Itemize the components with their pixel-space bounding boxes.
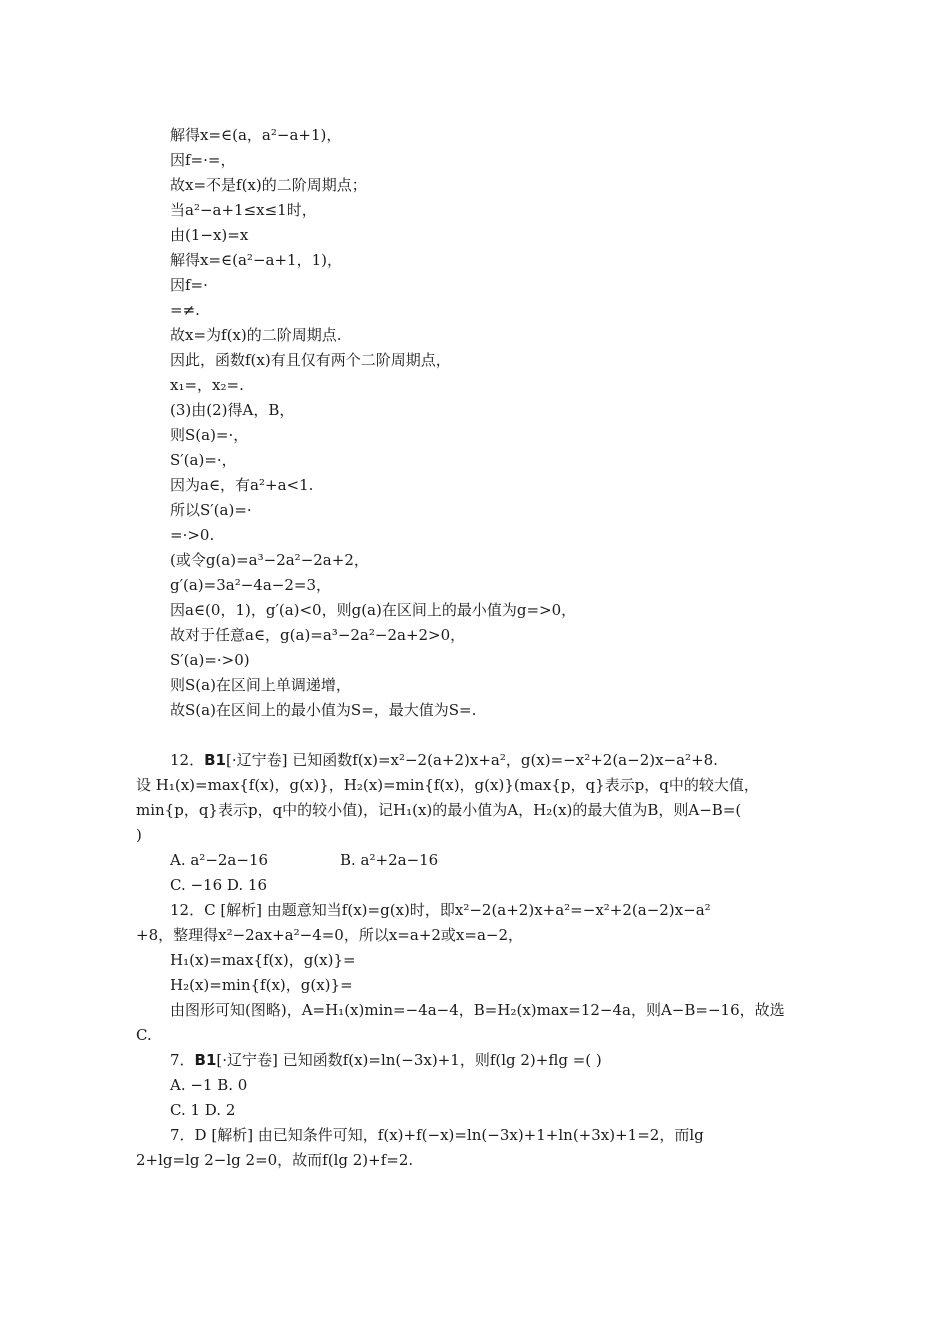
answer-line: 2+lg=lg 2−lg 2=0，故而f(lg 2)+f=2.: [136, 1151, 414, 1169]
solution-line: 所以S′(a)=·: [170, 501, 252, 519]
solution-line: 故对于任意a∈，g(a)=a³−2a²−2a+2>0，: [170, 626, 466, 644]
solution-line: g′(a)=3a²−4a−2=3，: [170, 576, 332, 594]
answer-line: 由图形可知(图略)，A=H₁(x)min=−4a−4，B=H₂(x)max=12−4a，则A−B=−16，故选: [170, 1001, 785, 1019]
answer-line: C.: [136, 1026, 152, 1044]
question-7-stem-line: [170, 1050, 602, 1070]
solution-line: S′(a)=·>0): [170, 651, 250, 669]
solution-line: =≠.: [170, 301, 200, 319]
answer-line: H₁(x)=max{f(x)，g(x)}=: [170, 951, 356, 969]
answer-line: H₂(x)=min{f(x)，g(x)}=: [170, 976, 353, 994]
answer-line: +8，整理得x²−2ax+a²−4=0，所以x=a+2或x=a−2，: [136, 926, 524, 944]
question-stem: 已知函数f(x)=ln(−3x)+1，则f(lg 2)+flg =( ): [282, 1051, 602, 1069]
question-12-stem-line: 设 H₁(x)=max{f(x)，g(x)}，H₂(x)=min{f(x)，g(x)}(max{p，q}表示p，q中的较大值，: [136, 776, 759, 794]
solution-line: 解得x=∈(a²−a+1，1)，: [170, 251, 342, 269]
solution-line: 故x=为f(x)的二阶周期点.: [170, 326, 342, 344]
question-12-stem-line: ): [136, 826, 142, 844]
solution-line: 因此，函数f(x)有且仅有两个二阶周期点，: [170, 351, 451, 369]
solution-line: (或令g(a)=a³−2a²−2a+2，: [170, 551, 369, 569]
solution-line: 因a∈(0，1)，g′(a)<0，则g(a)在区间上的最小值为g=>0，: [170, 601, 577, 619]
question-tag: B1: [204, 751, 226, 769]
option-a: A. a²−2a−16: [170, 851, 269, 869]
question-source: [·辽宁卷]: [216, 1051, 278, 1069]
solution-line: 故S(a)在区间上的最小值为S=，最大值为S=.: [170, 701, 477, 719]
solution-line: =·>0.: [170, 526, 215, 544]
solution-line: S′(a)=·，: [170, 451, 237, 469]
question-number: 7．: [170, 1051, 195, 1069]
solution-line: 当a²−a+1≤x≤1时，: [170, 201, 317, 219]
answer-line: 12．C [解析] 由题意知当f(x)=g(x)时，即x²−2(a+2)x+a²=−x²+2(a−2)x−a²: [170, 901, 711, 919]
options-c-d: C. −16 D. 16: [170, 876, 268, 894]
options-c-d: C. 1 D. 2: [170, 1101, 236, 1119]
solution-line: 解得x=∈(a，a²−a+1)，: [170, 126, 342, 144]
question-source: [·辽宁卷]: [225, 751, 288, 769]
question-stem: 已知函数f(x)=x²−2(a+2)x+a²，g(x)=−x²+2(a−2)x−a²+8.: [292, 751, 718, 769]
option-b: B. a²+2a−16: [340, 851, 439, 869]
solution-line: 因为a∈，有a²+a<1.: [170, 476, 314, 494]
solution-line: 则S(a)=·，: [170, 426, 249, 444]
solution-line: 由(1−x)=x: [170, 226, 249, 244]
solution-line: (3)由(2)得A，B，: [170, 401, 295, 419]
solution-line: 则S(a)在区间上单调递增，: [170, 676, 351, 694]
question-12-stem-line: [170, 750, 718, 770]
answer-line: 7．D [解析] 由已知条件可知，f(x)+f(−x)=ln(−3x)+1+ln(+3x)+1=2，而lg: [170, 1126, 704, 1144]
question-12-stem-line: min{p，q}表示p，q中的较小值)，记H₁(x)的最小值为A，H₂(x)的最大值为B，则A−B=(: [136, 801, 742, 819]
solution-line: 因f=·=，: [170, 151, 236, 169]
solution-line: 因f=·: [170, 276, 208, 294]
question-tag: B1: [194, 1051, 217, 1069]
options-a-b: A. −1 B. 0: [170, 1076, 248, 1094]
solution-line: 故x=不是f(x)的二阶周期点；: [170, 176, 367, 194]
solution-line: x₁=，x₂=.: [170, 376, 244, 394]
question-number: 12．: [170, 751, 205, 769]
